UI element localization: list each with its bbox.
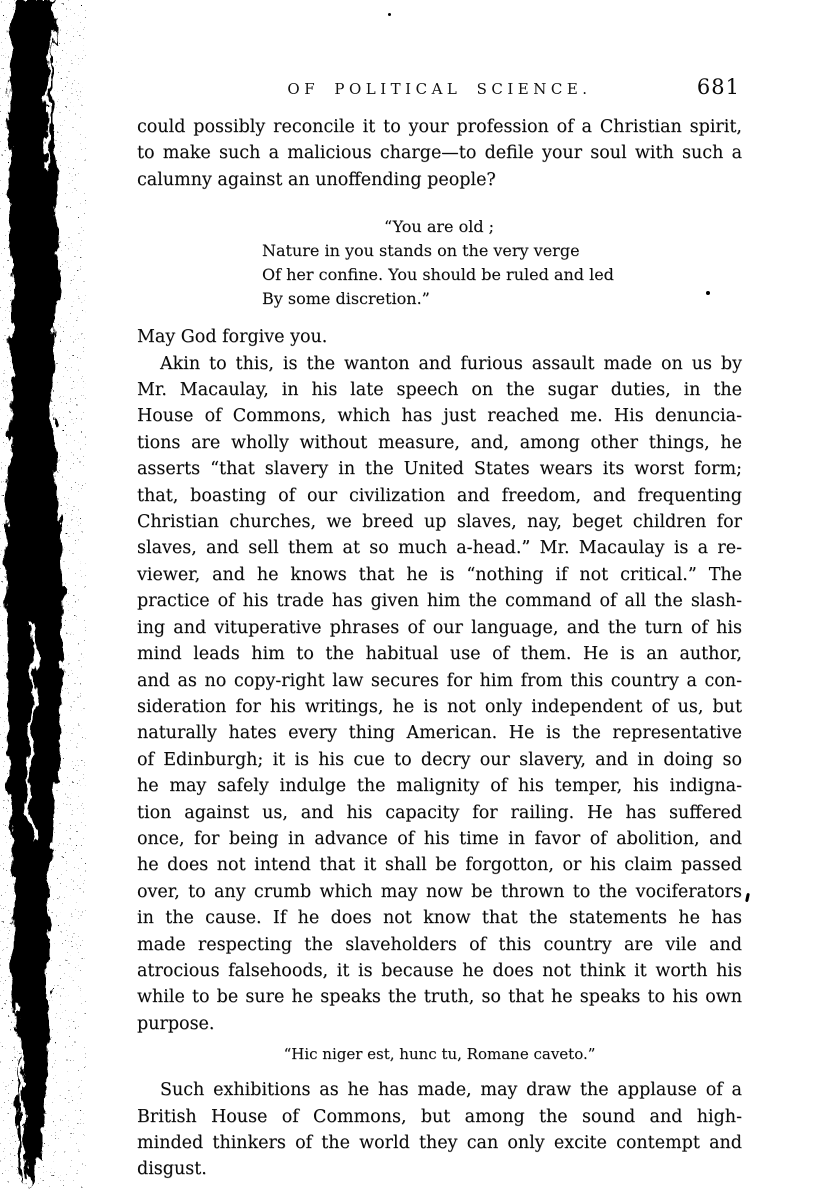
text-line: and as no copy-right law secures for him from this country a con- — [137, 670, 742, 691]
text-line: House of Commons, which has just reached me. His denuncia- — [137, 406, 742, 427]
text-line: that, boasting of our civilization and freedom, and frequenting — [137, 485, 742, 506]
text-line: tions are wholly without measure, and, among other things, he — [137, 432, 742, 453]
text-line: By some discretion.” — [262, 289, 430, 309]
text-line: slaves, and sell them at so much a-head.” Mr. Macaulay is a re- — [137, 538, 742, 559]
text-line: he does not intend that it shall be forgotton, or his claim passed — [137, 855, 742, 876]
paragraph-may-god — [137, 324, 742, 350]
text-line: he may safely indulge the malignity of his temper, his indigna- — [137, 776, 742, 797]
text-line: over, to any crumb which may now be thrown to the vociferators — [137, 881, 742, 902]
scan-binding-artifact — [0, 0, 150, 1200]
paragraph-continuation — [137, 114, 742, 193]
running-header-title: OF POLITICAL SCIENCE. — [287, 80, 592, 98]
scan-speck — [388, 13, 391, 16]
text-line: in the cause. If he does not know that the statements he has — [137, 908, 742, 929]
text-line: Mr. Macaulay, in his late speech on the sugar duties, in the — [137, 380, 742, 401]
text-line: calumny against an unoffending people? — [137, 169, 496, 190]
page-number: 681 — [696, 75, 740, 99]
text-line: Akin to this, is the wanton and furious assault made on us by — [160, 353, 742, 374]
text-line: Such exhibitions as he has made, may draw the applause of a — [160, 1080, 742, 1101]
scan-speck — [745, 893, 749, 902]
verse-quotation — [262, 215, 742, 311]
text-line: of Edinburgh; it is his cue to decry our slavery, and in doing so — [137, 749, 742, 770]
text-line: Nature in you stands on the very verge — [262, 241, 580, 261]
text-line: sideration for his writings, he is not only independent of us, but — [137, 696, 742, 717]
text-line: made respecting the slaveholders of this country are vile and — [137, 934, 742, 955]
text-line: atrocious falsehoods, it is because he does not think it worth his — [137, 960, 742, 981]
text-line: minded thinkers of the world they can only excite contempt and — [137, 1133, 742, 1153]
text-column — [137, 76, 742, 1183]
text-line: naturally hates every thing American. He is the representative — [137, 723, 742, 744]
text-line: Of her confine. You should be ruled and led — [262, 265, 614, 285]
paragraph-macaulay — [137, 351, 742, 1038]
text-line: Christian churches, we breed up slaves, nay, beget children for — [137, 512, 742, 533]
text-line: disgust. — [137, 1159, 207, 1180]
text-line: tion against us, and his capacity for railing. He has suffered — [137, 802, 742, 823]
latin-quotation: “Hic niger est, hunc tu, Romane caveto.” — [283, 1045, 596, 1064]
text-line: mind leads him to the habitual use of them. He is an author, — [137, 644, 742, 665]
text-line: viewer, and he knows that he is “nothing if not critical.” The — [137, 564, 742, 585]
text-line: May God forgive you. — [137, 327, 328, 348]
text-line: to make such a malicious charge—to defile your soul with such a — [137, 143, 742, 164]
text-line: ing and vituperative phrases of our language, and the turn of his — [137, 617, 742, 638]
text-line: purpose. — [137, 1013, 215, 1034]
text-line: once, for being in advance of his time in favor of abolition, and — [137, 828, 742, 849]
text-line: practice of his trade has given him the command of all the slash- — [137, 591, 742, 612]
text-line: asserts “that slavery in the United States wears its worst form; — [137, 459, 742, 480]
text-line: British House of Commons, but among the sound and high- — [137, 1106, 742, 1127]
text-line: while to be sure he speaks the truth, so that he speaks to his own — [137, 987, 742, 1008]
text-line: “You are old ; — [384, 217, 495, 237]
text-line: could possibly reconcile it to your profession of a Christian spirit, — [137, 117, 742, 137]
running-header — [137, 76, 742, 106]
paragraph-closing — [137, 1077, 742, 1183]
